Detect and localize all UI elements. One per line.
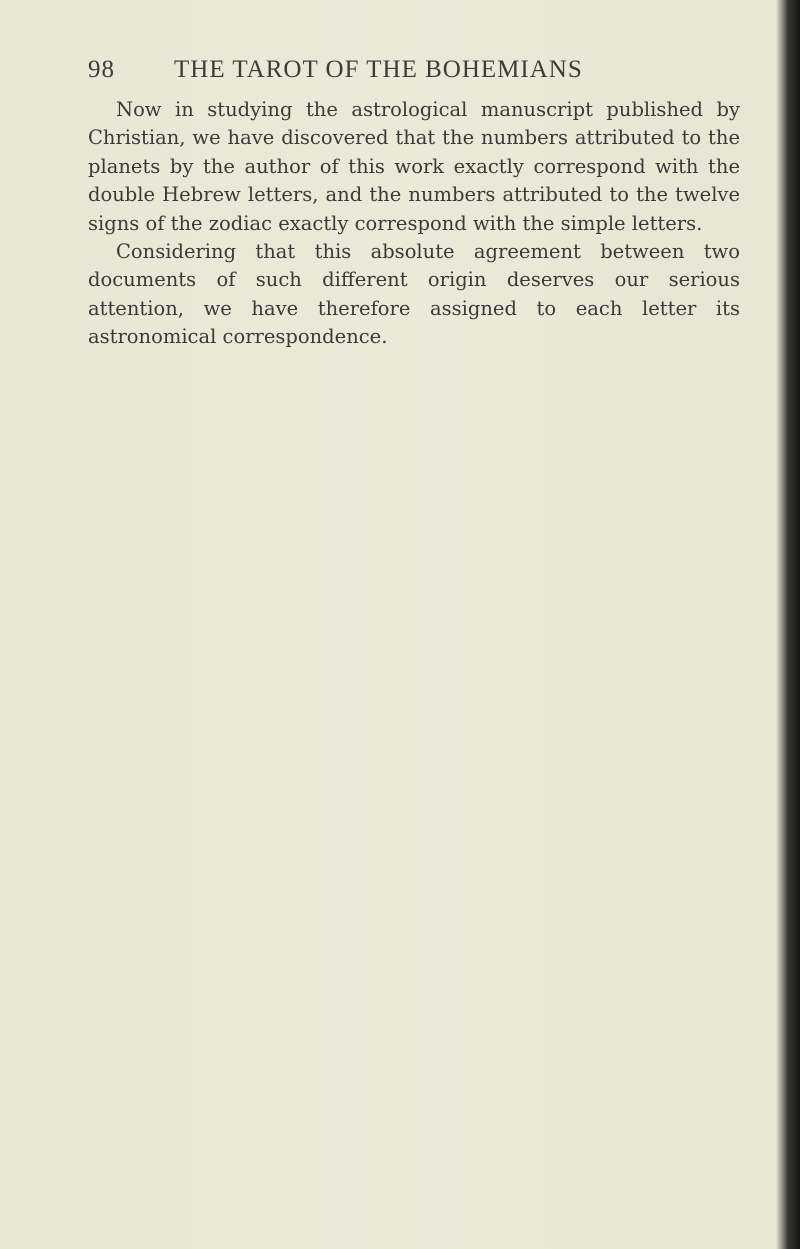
paragraph: Now in studying the astrological manuscript published by Christian, we have discovered that the numbers attributed to the planets by the author of this work exactly correspond with the double Hebrew letters, and the numbers attributed to the twelve signs of the zodiac exactly correspond with the simple letters. [88, 98, 740, 235]
paragraph: Considering that this absolute agreement between two documents of such different origin deserves our serious attention, we have therefore assigned to each letter its astronomical correspondence. [88, 240, 740, 349]
page-edge-shadow [786, 0, 800, 1249]
running-title: THE TAROT OF THE BOHEMIANS [174, 56, 583, 83]
body-text [88, 96, 740, 352]
running-header [88, 56, 688, 90]
page-number: 98 [88, 56, 115, 83]
